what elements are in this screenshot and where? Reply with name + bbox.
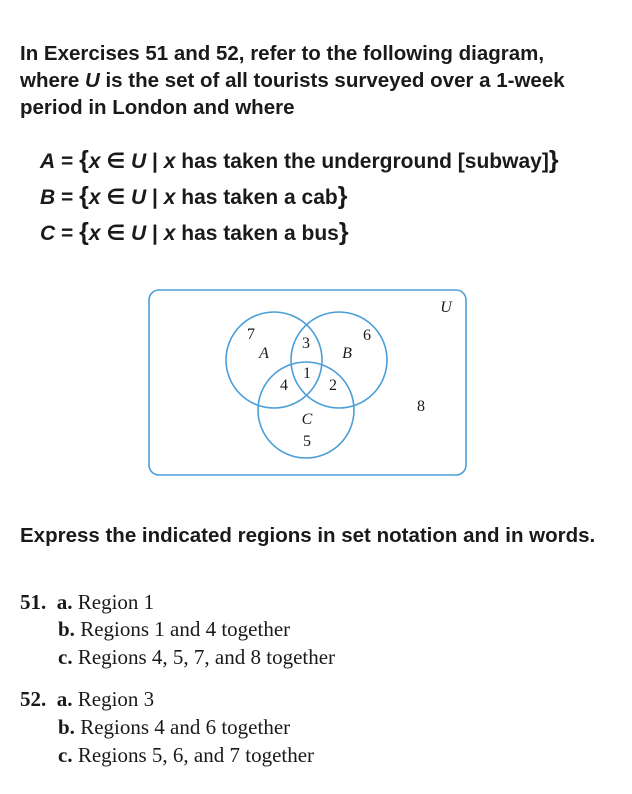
intro-line-3: period in London and where <box>20 96 295 119</box>
part-text: Regions 4 and 6 together <box>80 715 291 739</box>
set-condition: has taken the underground [subway] <box>181 150 549 173</box>
intro-line-2: where U is the set of all tourists surveyed over a 1-week <box>20 69 565 92</box>
set-definition-b: B = {x ∈ U | x has taken a cab} <box>40 182 348 210</box>
set-label-b: B <box>342 345 352 362</box>
set-definition-c: C = {x ∈ U | x has taken a bus} <box>40 218 349 246</box>
set-condition: has taken a cab <box>181 186 338 209</box>
region-4: 4 <box>280 377 288 394</box>
universe-label: U <box>440 299 452 316</box>
circle-a <box>226 312 322 408</box>
exercise-52-a <box>20 687 154 712</box>
exercise-51-c <box>58 645 335 670</box>
set-definition-a: A = {x ∈ U | x has taken the underground [subway]} <box>40 146 559 174</box>
region-1: 1 <box>303 365 311 382</box>
exercise-52-c <box>58 743 314 768</box>
part-text: Regions 5, 6, and 7 together <box>77 743 315 767</box>
part-text: Region 1 <box>77 590 155 614</box>
intro-line-1: In Exercises 51 and 52, refer to the following diagram, <box>20 42 545 65</box>
region-7: 7 <box>247 326 255 343</box>
region-5: 5 <box>303 433 311 450</box>
part-letter: c. <box>58 645 73 669</box>
region-3: 3 <box>302 335 310 352</box>
set-name: C <box>40 222 56 245</box>
part-text: Region 3 <box>77 687 155 711</box>
instruction-text: Express the indicated regions in set notation and in words. <box>20 524 596 547</box>
region-2: 2 <box>329 377 337 394</box>
part-letter: b. <box>58 617 75 641</box>
exercise-number: 52. <box>20 687 47 711</box>
universe-symbol: U <box>84 69 100 92</box>
part-text: Regions 1 and 4 together <box>80 617 291 641</box>
exercise-51-a <box>20 590 154 615</box>
set-label-a: A <box>259 345 269 362</box>
set-condition: has taken a bus <box>181 222 339 245</box>
part-letter: a. <box>56 590 73 614</box>
part-text: Regions 4, 5, 7, and 8 together <box>77 645 336 669</box>
part-letter: b. <box>58 715 75 739</box>
set-name: B <box>40 186 56 209</box>
circle-b <box>291 312 387 408</box>
exercise-51-b <box>58 617 290 642</box>
region-6: 6 <box>363 327 371 344</box>
set-name: A <box>40 150 56 173</box>
part-letter: c. <box>58 743 73 767</box>
exercise-52-b <box>58 715 290 740</box>
part-letter: a. <box>56 687 73 711</box>
set-label-c: C <box>301 411 313 428</box>
region-8: 8 <box>417 398 425 415</box>
exercise-number: 51. <box>20 590 47 614</box>
